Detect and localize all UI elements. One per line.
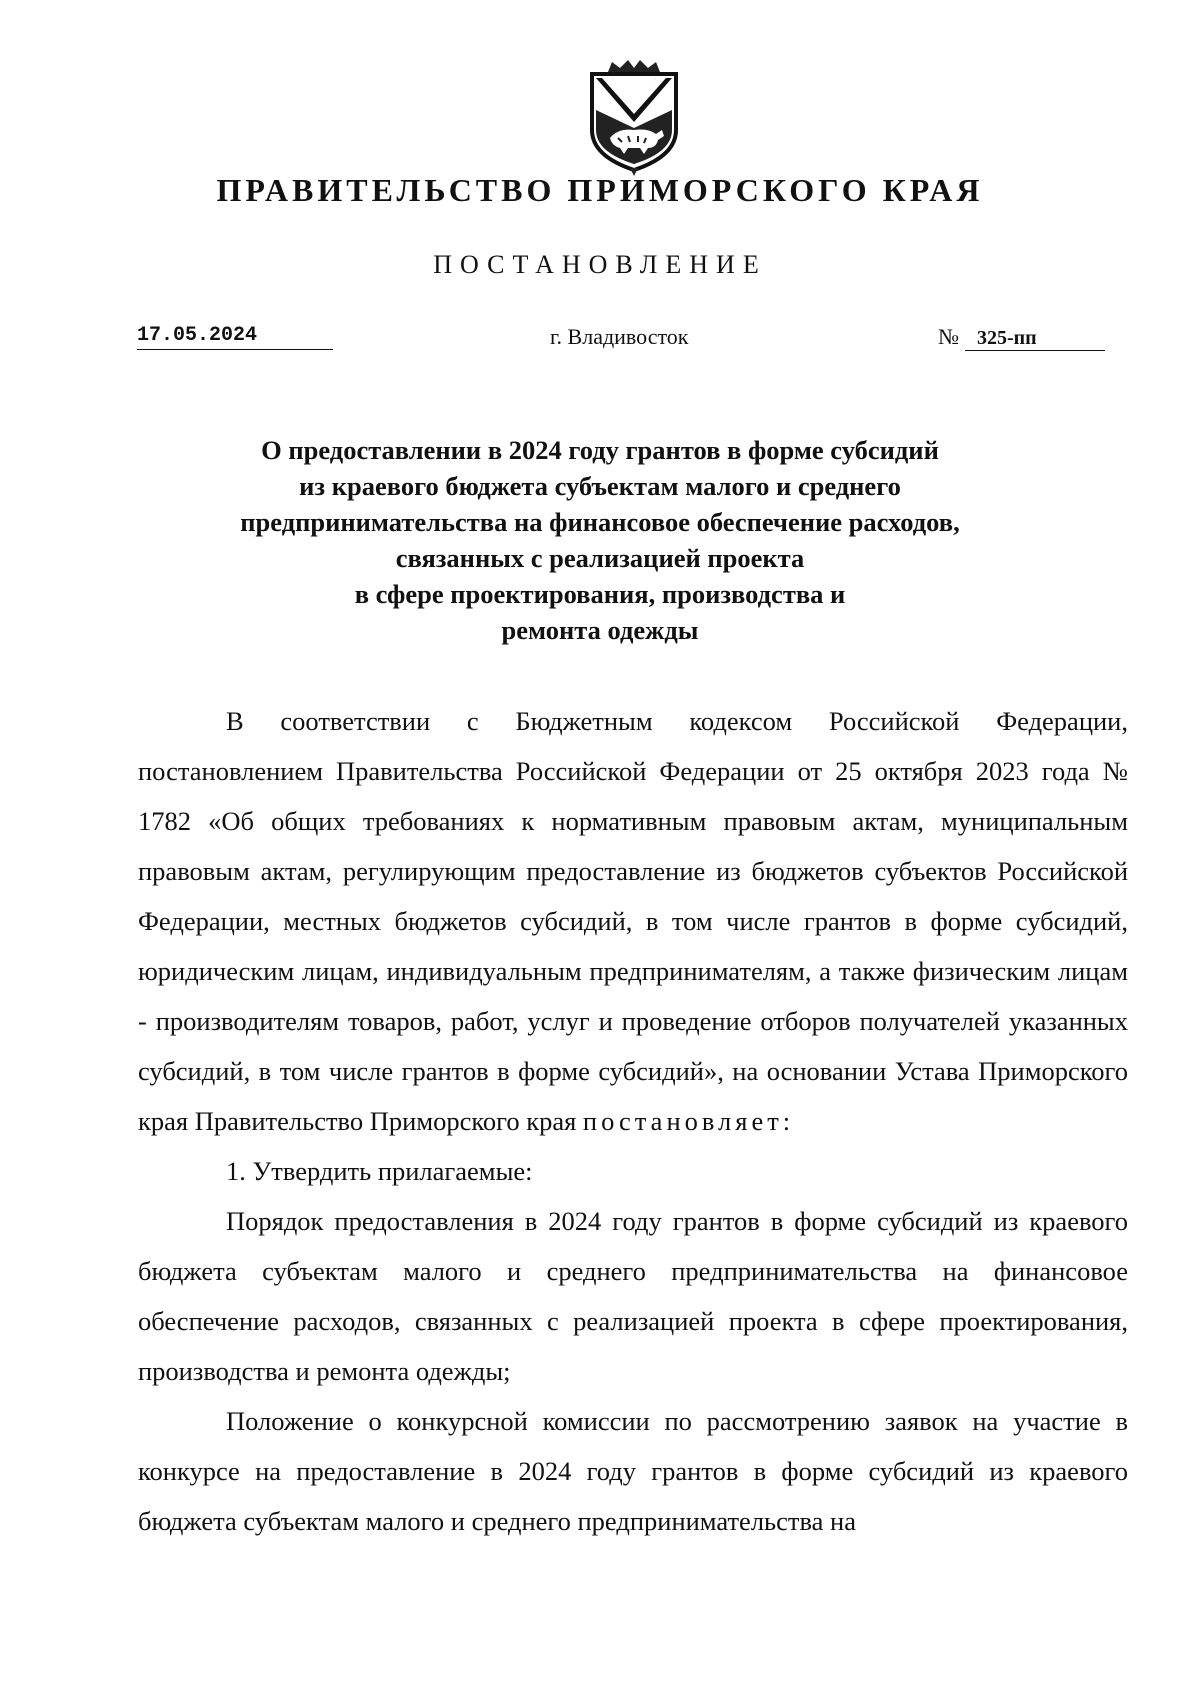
document-number: 325-пп [965, 327, 1105, 351]
resolution-verb: постановляет [582, 1106, 783, 1136]
document-type: ПОСТАНОВЛЕНИЕ [433, 250, 767, 279]
paragraph-text: В соответствии с Бюджетным кодексом Российской Федерации, постановлением Правительства Российской Федерации от 25 октября 2023 года № 1782 «Об общих требованиях к нормативным правовым актам, муниципальным правовым актам, регулирующим предоставление из бюджетов субъектов Российской Федерации, местных бюджетов субсидий, в том числе грантов в форме субсидий, юридическим лицам, индивидуальным предпринимателям, а также физическим лицам - производителям товаров, работ, услуг и проведение отборов получателей указанных субсидий, в том числе грантов в форме субсидий», на основании Устава Приморского края Правительство Приморского края [138, 706, 1128, 1136]
title-line: связанных с реализацией проекта [395, 543, 805, 573]
body-paragraph-4: Положение о конкурсной комиссии по рассмотрению заявок на участие в конкурсе на предоставление в 2024 году грантов в форме субсидий из краевого бюджета субъектам малого и среднего предпринимательства на [138, 1406, 1128, 1536]
body-paragraph-2: 1. Утвердить прилагаемые: [226, 1156, 533, 1186]
body-paragraph-3: Порядок предоставления в 2024 году грантов в форме субсидий из краевого бюджета субъектам малого и среднего предпринимательства на финансовое обеспечение расходов, связанных с реализацией проекта в сфере проектирования, производства и ремонта одежды; [138, 1206, 1128, 1386]
document-city: г. Владивосток [550, 324, 689, 349]
document-date: 17.05.2024 [137, 324, 333, 350]
title-line: ремонта одежды [501, 615, 699, 645]
title-line: О предоставлении в 2024 году грантов в форме субсидий [261, 435, 939, 465]
document-number-block [938, 324, 1105, 351]
body-paragraph-1 [138, 696, 1128, 1146]
coat-of-arms-icon [578, 58, 690, 176]
paragraph-text-end: : [782, 1106, 791, 1136]
title-line: в сфере проектирования, производства и [354, 579, 846, 609]
title-line: предпринимательства на финансовое обеспечение расходов, [240, 507, 960, 537]
title-line: из краевого бюджета субъектам малого и среднего [299, 471, 901, 501]
document-meta-row [0, 324, 1200, 364]
document-body [138, 696, 1128, 1546]
document-title [150, 432, 1050, 648]
number-sign: № [938, 324, 959, 349]
organization-name: ПРАВИТЕЛЬСТВО ПРИМОРСКОГО КРАЯ [216, 172, 984, 208]
